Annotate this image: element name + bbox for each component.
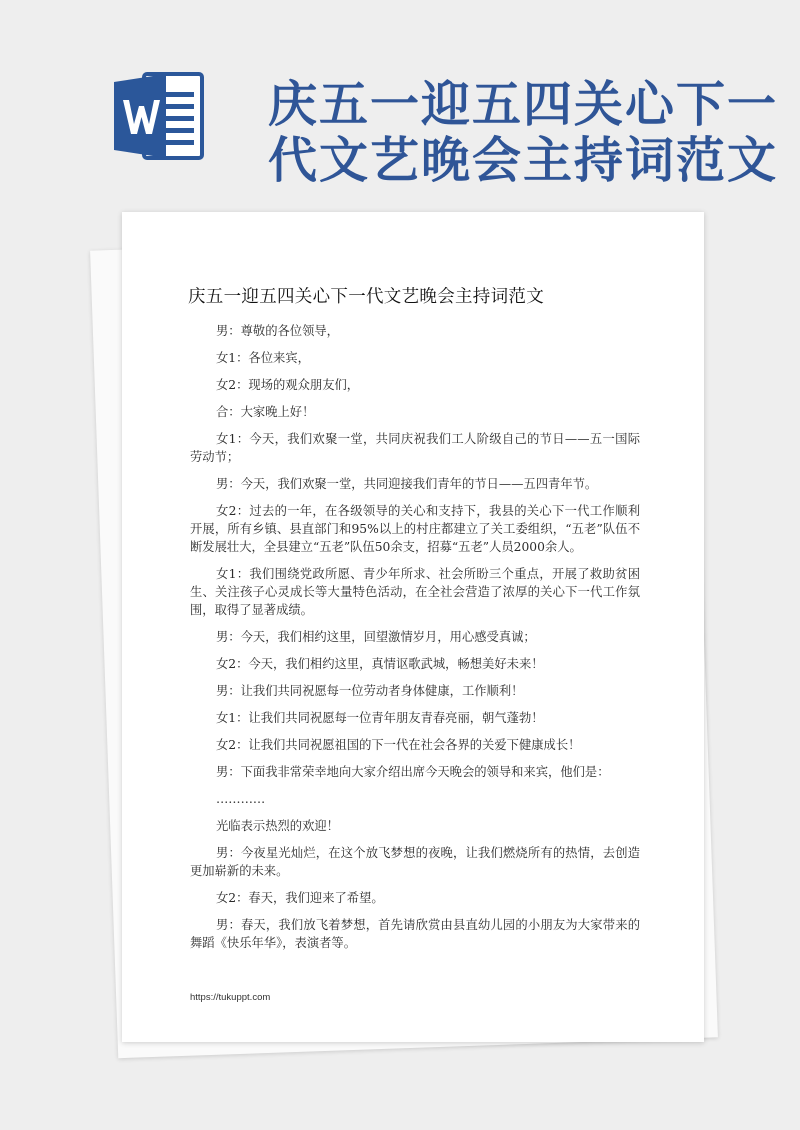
paragraph: 合：大家晚上好！ xyxy=(216,405,315,419)
paragraph: 男：下面我非常荣幸地向大家介绍出席今天晚会的领导和来宾，他们是： xyxy=(216,765,610,779)
paragraph: 女2：让我们共同祝愿祖国的下一代在社会各界的关爱下健康成长！ xyxy=(216,738,581,752)
paragraph: 女2：今天，我们相约这里，真情讴歌武城，畅想美好未来！ xyxy=(216,657,544,671)
document-body xyxy=(190,322,640,961)
paragraph: 男：今夜星光灿烂，在这个放飞梦想的夜晚，让我们燃烧所有的热情，去创造更加崭新的未来。 xyxy=(190,846,640,878)
paragraph: 女2：过去的一年，在各级领导的关心和支持下，我县的关心下一代工作顺利开展，所有乡镇、县直部门和95%以上的村庄都建立了关工委组织，“五老”队伍不断发展壮大，全县建立“五老”队伍50余支，招募“五老”人员2000余人。 xyxy=(190,504,640,554)
header-title-line-1: 庆五一迎五四关心下一 xyxy=(268,76,779,133)
header-title-line-2: 代文艺晚会主持词范文 xyxy=(268,132,779,189)
paragraph: 男：今天，我们欢聚一堂，共同迎接我们青年的节日——五四青年节。 xyxy=(216,477,598,491)
paragraph: ………… xyxy=(216,792,266,806)
word-document-icon xyxy=(110,68,206,164)
paragraph: 女1：各位来宾， xyxy=(216,351,310,365)
paragraph: 女1：让我们共同祝愿每一位青年朋友青春亮丽，朝气蓬勃！ xyxy=(216,711,544,725)
document-title: 庆五一迎五四关心下一代文艺晚会主持词范文 xyxy=(188,287,544,307)
paragraph: 男：尊敬的各位领导， xyxy=(216,324,339,338)
paragraph: 女2：现场的观众朋友们， xyxy=(216,378,360,392)
paragraph: 女1：我们围绕党政所愿、青少年所求、社会所盼三个重点，开展了救助贫困生、关注孩子心灵成长等大量特色活动，在全社会营造了浓厚的关心下一代工作氛围，取得了显著成绩。 xyxy=(190,567,640,617)
paragraph: 男：春天，我们放飞着梦想，首先请欣赏由县直幼儿园的小朋友为大家带来的舞蹈《快乐年华》，表演者等。 xyxy=(190,918,640,950)
paragraph: 男：今天，我们相约这里，回望激情岁月，用心感受真诚； xyxy=(216,630,536,644)
footer-url: https://tukuppt.com xyxy=(190,992,271,1003)
paragraph: 光临表示热烈的欢迎！ xyxy=(216,819,339,833)
paragraph: 女2：春天，我们迎来了希望。 xyxy=(216,891,384,905)
header xyxy=(0,0,800,210)
paragraph: 女1：今天，我们欢聚一堂，共同庆祝我们工人阶级自己的节日——五一国际劳动节； xyxy=(190,432,640,464)
paragraph: 男：让我们共同祝愿每一位劳动者身体健康，工作顺利！ xyxy=(216,684,524,698)
